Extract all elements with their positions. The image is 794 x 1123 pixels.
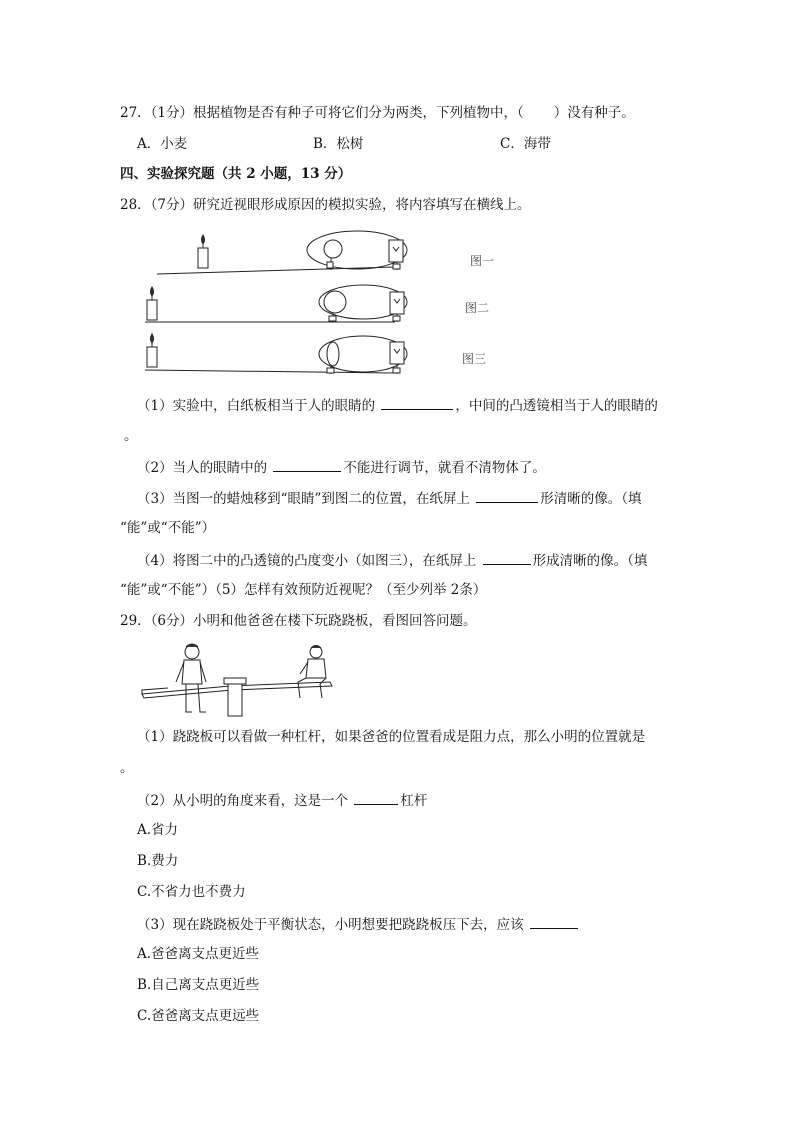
q29-part-1: （1）跷跷板可以看做一种杠杆，如果爸爸的位置看成是阻力点，那么小明的位置就是 [137, 729, 646, 745]
figure-label-2: 图二 [465, 301, 490, 315]
q29-p3-blank[interactable] [530, 914, 578, 929]
q27-option-b: B．松树 [313, 136, 364, 152]
q28-p2-text-b: 不能进行调节，就看不清物体了。 [343, 460, 546, 476]
q28-part-4 [137, 550, 647, 570]
q28-part-2 [137, 457, 546, 477]
q28-p3-text-a: （3）当图一的蜡烛移到“眼睛”到图二的位置，在纸屏上 [137, 491, 470, 507]
q28-part-1-cont [120, 426, 138, 445]
q28-part-4-cont: “能”或“不能”）（5）怎样有效预防近视呢？（至少列举 2条） [120, 582, 487, 598]
q28-part-1 [137, 395, 658, 415]
q28-p1-text-a: （1）实验中，白纸板相当于人的眼睛的 [137, 398, 376, 414]
q28-title: 28．（7分）研究近视眼形成原因的模拟实验，将内容填写在横线上。 [120, 197, 531, 213]
q29-title: 29．（6分）小明和他爸爸在楼下玩跷跷板，看图回答问题。 [120, 613, 477, 629]
q29-p3-option-a: A.爸爸离支点更近些 [137, 946, 260, 962]
q27-option-a: A．小麦 [137, 136, 188, 152]
q28-p3-blank[interactable] [476, 488, 538, 503]
q28-p4-blank[interactable] [483, 550, 531, 565]
lens-experiment-figure [135, 222, 515, 382]
seesaw-figure [140, 638, 340, 723]
q29-p2-option-c: C.不省力也不费力 [137, 884, 246, 900]
q28-p3-text-b: 形清晰的像。（填 [540, 491, 642, 507]
q29-p2-blank[interactable] [354, 790, 398, 805]
q29-part-1-cont: 。 [120, 760, 134, 776]
figure-label-1: 图一 [470, 254, 495, 268]
q27-question [120, 104, 635, 122]
q28-p4-text-b: 形成清晰的像。（填 [532, 553, 648, 569]
q28-p2-blank[interactable] [273, 457, 341, 472]
q29-p2-option-b: B.费力 [137, 853, 179, 869]
q29-p3-text: （3）现在跷跷板处于平衡状态，小明想要把跷跷板压下去，应该 [137, 917, 524, 933]
q28-part-3 [137, 488, 641, 508]
q29-p2-text-a: （2）从小明的角度来看，这是一个 [137, 793, 349, 809]
q28-p1-blank-1[interactable] [381, 395, 453, 410]
q27-text-a: 27．（1分）根据植物是否有种子可将它们分为两类，下列植物中，（ [120, 105, 524, 121]
q28-p1-text-b: ，中间的凸透镜相当于人的眼睛的 [455, 398, 658, 414]
q29-part-3 [137, 914, 580, 934]
section-heading: 四、实验探究题（共 2 小题，13 分） [120, 166, 352, 182]
q27-option-c: C．海带 [500, 136, 551, 152]
q28-p1-text-c: 。 [124, 428, 138, 444]
q28-p2-text-a: （2）当人的眼睛中的 [137, 460, 268, 476]
q29-part-2 [137, 790, 427, 810]
q29-p3-option-b: B.自己离支点更近些 [137, 977, 260, 993]
q29-p2-option-a: A.省力 [137, 822, 179, 838]
figure-label-3: 图三 [462, 352, 487, 366]
q28-part-3-cont: “能”或“不能”） [120, 520, 216, 536]
q29-p2-text-b: 杠杆 [400, 793, 428, 809]
q29-p3-option-c: C.爸爸离支点更远些 [137, 1008, 260, 1024]
q28-p4-text-a: （4）将图二中的凸透镜的凸度变小（如图三），在纸屏上 [137, 553, 477, 569]
q27-text-b: ）没有种子。 [553, 105, 635, 121]
